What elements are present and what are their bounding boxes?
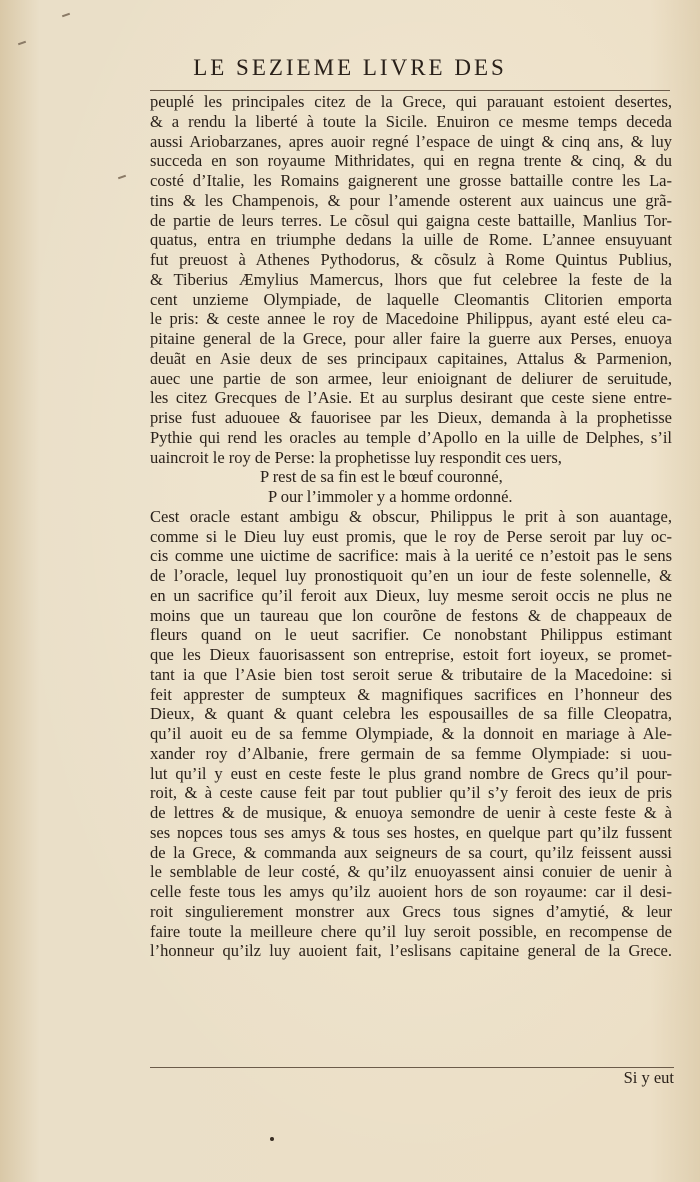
text-line: moins que un taureau que lon courõne de festons & de chappeaux de	[150, 605, 672, 625]
text-line: de lettres & de musique, & enuoya semondre de uenir à ceste feste & à	[150, 803, 672, 822]
text-line: roit, & à ceste cause feit par tout publier qu’il s’y feroit des ieux de pris	[150, 783, 672, 803]
running-title: LE SEZIEME LIVRE DES	[193, 55, 507, 80]
text-line: tant ia que l’Asie bien tost seroit serue & tributaire de la Macedoine: si	[150, 664, 672, 684]
text-line: & a rendu la liberté à toute la Sicile. Enuiron ce mesme temps deceda	[150, 111, 672, 131]
text-line: roit singulierement monstrer aux Grecs tous signes d’amytié, & leur	[150, 901, 672, 921]
text-line: le semblable de leur costé, & qu’ilz enuoyassent ainsi conuier de uenir à	[150, 862, 672, 882]
text-line: deuãt en Asie deux de ses principaux capitaines, Attalus & Parmenion,	[150, 348, 672, 368]
text-line: cent unzieme Olympiade, de laquelle Cleomantis Clitorien emporta	[150, 289, 672, 309]
text-line: prise fust aduouee & fauorisee par les Dieux, demanda à la prophetisse	[150, 408, 672, 427]
text-line: peuplé les principales citez de la Grece, qui parauant estoient desertes,	[150, 92, 672, 111]
text-line: Dieux, & quant & quant celebra les espousailles de sa fille Cleopatra,	[150, 704, 672, 724]
text-line: Pythie qui rend les oracles au temple d’Apollo en la uille de Delphes, s’il	[150, 427, 672, 447]
verse-line: P rest de sa fin est le bœuf couronné,	[260, 467, 503, 487]
text-line: quatus, entra en triumphe dedans la uille de Rome. L’annee ensuyuant	[150, 230, 672, 250]
text-line: auec une partie de son armee, leur enioignant de deliurer de seruitude,	[150, 368, 672, 388]
ink-dot	[270, 1137, 274, 1141]
text-line: celle feste tous les amys qu’ilz auoient hors de son royaume: car il desi-	[150, 882, 672, 901]
text-line: & Tiberius Æmylius Mamercus, lhors que fut celebree la feste de la	[150, 269, 672, 289]
margin-mark	[18, 41, 26, 46]
margin-mark	[118, 175, 126, 180]
text-line: que les Dieux fauorisassent son entreprise, estoit fort ioyeux, se promet-	[150, 645, 672, 664]
margin-mark	[62, 13, 70, 18]
text-line: comme si le Dieu luy eust promis, que le roy de Perse seroit par luy oc-	[150, 526, 672, 546]
text-line: xander roy d’Albanie, frere germain de sa femme Olympiade: si uou-	[150, 743, 672, 763]
text-line: succeda en son royaume Mithridates, qui en regna trente & cinq, & du	[150, 151, 672, 171]
text-line: pitaine general de la Grece, pour aller faire la guerre aux Perses, enuoya	[150, 329, 672, 348]
text-line: costé d’Italie, les Romains gaignerent une grosse battaille contre les La-	[150, 171, 672, 190]
text-line: le pris: & ceste annee le roy de Macedoine Philippus, ayant esté eleu ca-	[150, 309, 672, 329]
text-line: fut preuost à Athenes Pythodorus, & cõsulz à Rome Quintus Publius,	[150, 250, 672, 269]
text-line: tins & les Champenois, & pour l’amende osterent aux uaincus une grã-	[150, 190, 672, 210]
catchword: Si y eut	[623, 1068, 674, 1087]
text-line: qu’il auoit eu de sa femme Olympiade, & la donnoit en mariage à Ale-	[150, 724, 672, 743]
text-line: les citez Grecques de l’Asie. Et au surplus desirant que ceste siene entre-	[150, 388, 672, 408]
text-line: de la Grece, & commanda aux seigneurs de sa court, qu’ilz feissent aussi	[150, 842, 672, 862]
text-line: ses nopces tous ses amys & tous ses hostes, en quelque part qu’ilz fussent	[150, 822, 672, 842]
text-line: de l’oracle, lequel luy pronostiquoit qu’en un iour de feste solennelle, &	[150, 566, 672, 585]
text-line: de partie de leurs terres. Le cõsul qui gaigna ceste battaille, Manlius Tor-	[150, 210, 672, 230]
text-line: lut qu’il y eust en ceste feste le plus grand nombre de Grecs qu’il pour-	[150, 763, 672, 783]
body-text	[150, 92, 672, 961]
verse-line: P our l’immoler y a homme ordonné.	[268, 487, 513, 506]
text-line: en un sacrifice qu’il feroit aux Dieux, luy mesme seroit occis ne plus ne	[150, 585, 672, 605]
text-line: l’honneur qu’ilz luy auoient fait, l’eslisans capitaine general de la Grece.	[150, 941, 672, 961]
text-line: fleurs quand on le ueut sacrifier. Ce nonobstant Philippus estimant	[150, 625, 672, 645]
text-line: faire toute la meilleure chere qu’il luy seroit possible, en recompense de	[150, 921, 672, 941]
text-line: aussi Ariobarzanes, apres auoir regné l’espace de uingt & cinq ans, & luy	[150, 131, 672, 151]
text-line: feit apprester de sumpteux & magnifiques sacrifices en l’honneur des	[150, 684, 672, 704]
text-line: cis comme une uictime de sacrifice: mais à la uerité ce n’estoit pas le sens	[150, 546, 672, 566]
text-line: Cest oracle estant ambigu & obscur, Philippus le prit à son auantage,	[150, 506, 672, 526]
text-line: uaincroit le roy de Perse: la prophetisse luy respondit ces uers,	[150, 447, 562, 467]
header-rule	[150, 90, 670, 91]
